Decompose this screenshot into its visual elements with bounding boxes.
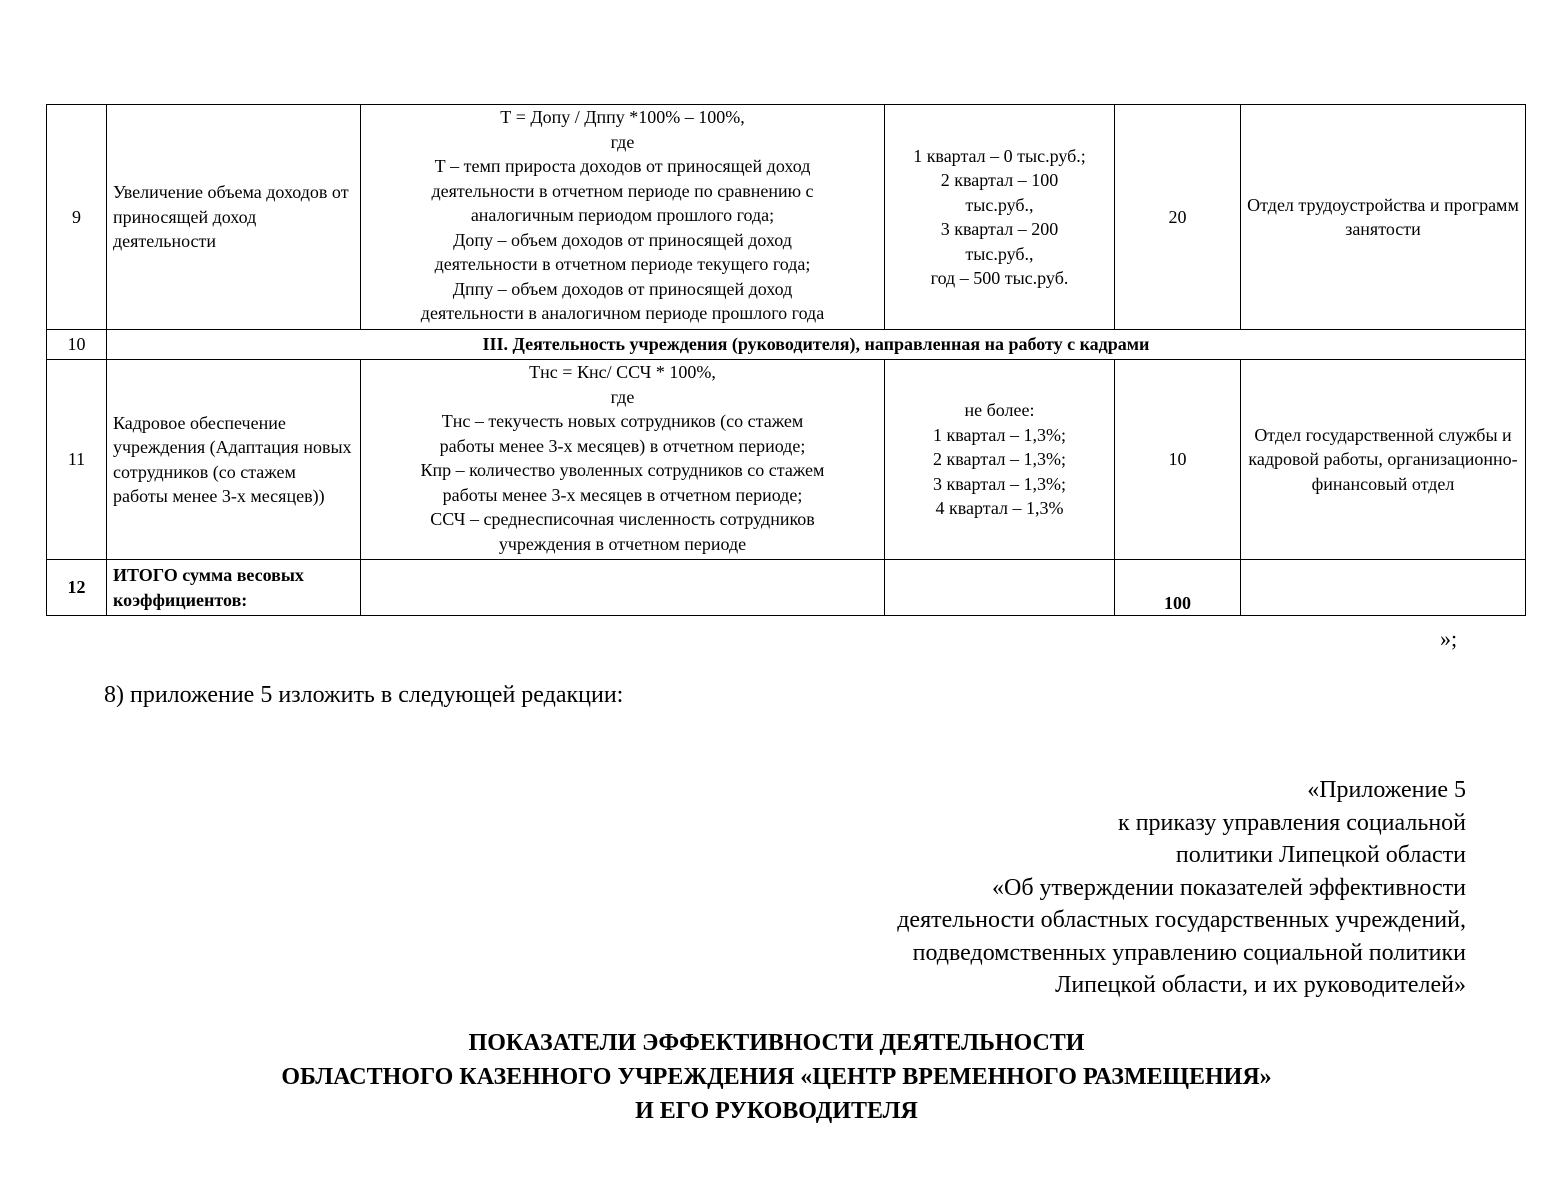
formula-line: где [610,386,635,407]
formula-line: деятельности в отчетном периоде текущего года; [434,254,811,274]
appendix-line: к приказу управления социальной [1118,809,1466,836]
responsible-cell: Отдел государственной службы и кадровой работы, организационно-финансовый отдел [1241,360,1526,560]
formula-line: деятельности в отчетном периоде по сравнению с [431,180,814,201]
table-total-row [47,560,1526,616]
plan-line: тыс.руб., [965,243,1034,264]
formula-line: Т = Допу / Дппу *100% – 100%, [500,107,745,127]
section-title: III. Деятельность учреждения (руководителя), направленная на работу с кадрами [107,330,1526,360]
appendix-line: деятельности областных государственных учреждений, [897,907,1466,933]
appendix-line: «Об утверждении показателей эффективности [992,874,1466,901]
plan-line: 1 квартал – 0 тыс.руб.; [913,145,1086,166]
indicators-table [46,104,1526,616]
document-title [0,1026,1553,1128]
plan-value-cell [885,105,1115,330]
title-line: ОБЛАСТНОГО КАЗЕННОГО УЧРЕЖДЕНИЯ «ЦЕНТР ВРЕМЕННОГО РАЗМЕЩЕНИЯ» [281,1064,1272,1090]
row-number: 9 [47,105,107,330]
weight-cell: 20 [1115,105,1241,330]
total-label: ИТОГО сумма весовых коэффициентов: [107,560,361,616]
formula-line: Т – темп прироста доходов от приносящей доход [434,156,811,176]
plan-line: 2 квартал – 1,3%; [933,449,1066,470]
indicator-name: Увеличение объема доходов от приносящей доход деятельности [107,105,361,330]
empty-cell [885,560,1115,616]
formula-line: деятельности в аналогичном периоде прошлого года [420,303,825,323]
formula-line: где [610,131,635,152]
formula-line: Тнс = Кнс/ ССЧ * 100%, [529,362,716,382]
plan-line: тыс.руб., [965,194,1034,215]
formula-line: Дппу – объем доходов от приносящей доход [452,278,793,299]
plan-line: 2 квартал – 100 [940,170,1059,190]
appendix-line: «Приложение 5 [1307,777,1466,803]
closing-quote-mark: »; [1440,626,1458,651]
plan-line: год – 500 тыс.руб. [930,268,1069,288]
title-line: И ЕГО РУКОВОДИТЕЛЯ [635,1098,918,1124]
empty-cell [361,560,885,616]
table-row [47,360,1526,560]
formula-line: аналогичным периодом прошлого года; [470,205,775,225]
appendix-line: политики Липецкой области [1175,842,1466,868]
appendix-header [897,774,1466,1002]
total-weight: 100 [1115,560,1241,616]
table-section-row [47,330,1526,360]
row-number: 11 [47,360,107,560]
formula-line: учреждения в отчетном периоде [498,533,747,554]
responsible-cell: Отдел трудоустройства и программ занятости [1241,105,1526,330]
weight-cell: 10 [1115,360,1241,560]
formula-line: Допу – объем доходов от приносящей доход [453,229,792,250]
indicator-name: Кадровое обеспечение учреждения (Адаптация новых сотрудников (со стажем работы менее 3-х месяцев)) [107,360,361,560]
item-8-paragraph: 8) приложение 5 изложить в следующей редакции: [104,682,624,708]
plan-value-cell [885,360,1115,560]
row-number: 10 [47,330,107,360]
row-number: 12 [47,560,107,616]
appendix-line: Липецкой области, и их руководителей» [1055,972,1466,998]
empty-cell [1241,560,1526,616]
plan-line: 1 квартал – 1,3%; [933,424,1066,445]
plan-line: 4 квартал – 1,3% [935,498,1064,519]
table-row [47,105,1526,330]
formula-line: работы менее 3-х месяцев в отчетном периоде; [442,484,803,505]
appendix-line: подведомственных управлению социальной политики [912,939,1466,966]
plan-line: 3 квартал – 200 [940,219,1059,239]
formula-cell [361,360,885,560]
formula-line: Тнс – текучесть новых сотрудников (со стажем [441,411,804,431]
formula-line: работы менее 3-х месяцев) в отчетном периоде; [439,435,806,456]
plan-line: 3 квартал – 1,3%; [933,473,1066,494]
plan-line: не более: [964,400,1035,421]
title-line: ПОКАЗАТЕЛИ ЭФФЕКТИВНОСТИ ДЕЯТЕЛЬНОСТИ [468,1030,1085,1056]
formula-line: Кпр – количество уволенных сотрудников со стажем [420,460,825,480]
formula-line: ССЧ – среднесписочная численность сотрудников [430,509,815,529]
formula-cell [361,105,885,330]
